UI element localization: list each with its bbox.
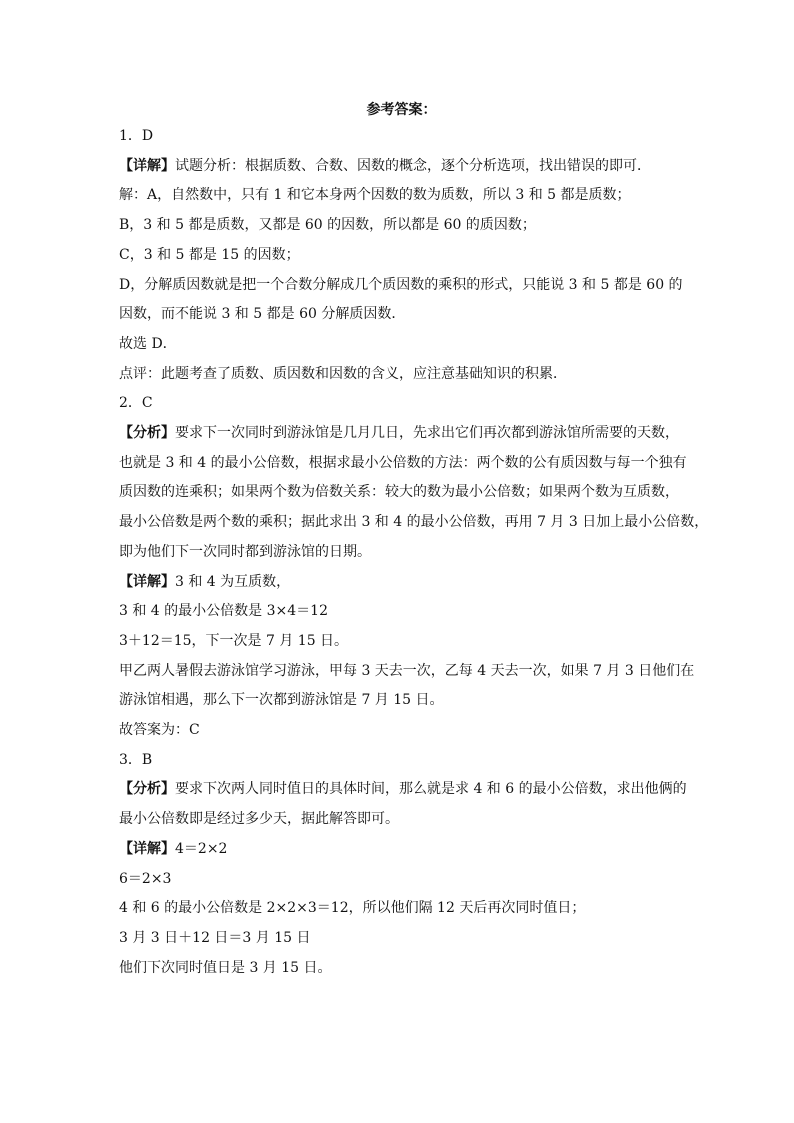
q1-choice: 故选 D． <box>119 335 177 352</box>
q2-step1: 3 和 4 的最小公倍数是 3×4＝12 <box>119 603 328 620</box>
q2-detail-text: 3 和 4 为互质数， <box>175 573 291 590</box>
q1-number: 1．D <box>119 128 154 144</box>
q3-step4: 他们下次同时值日是 3 月 15 日。 <box>119 959 332 976</box>
q2-analysis-line4: 最小公倍数是两个数的乘积；据此求出 3 和 4 的最小公倍数，再用 7 月 3 日加上最小公倍数， <box>119 514 709 531</box>
q2-analysis-line5: 即为他们下一次同时都到游泳馆的日期。 <box>119 543 371 560</box>
q1-comment: 点评：此题考查了质数、质因数和因数的含义，应注意基础知识的积累． <box>119 365 567 382</box>
q2-answer: 故答案为：C <box>119 722 200 739</box>
q3-analysis-text: 要求下次两人同时值日的具体时间，那么就是求 4 和 6 的最小公倍数，求出他俩的 <box>175 781 687 798</box>
q3-step3: 3 月 3 日＋12 日＝3 月 15 日 <box>119 929 311 946</box>
q1-option-c: C，3 和 5 都是 15 的因数； <box>119 246 300 263</box>
q2-analysis-line1 <box>119 419 684 449</box>
detail-tag: 【详解】 <box>119 157 175 174</box>
q2-step4: 游泳馆相遇，那么下一次都到游泳馆是 7 月 15 日。 <box>119 692 444 709</box>
q3-analysis-line1 <box>119 775 687 805</box>
q3-step2: 4 和 6 的最小公倍数是 2×2×3＝12，所以他们隔 12 天后再次同时值日； <box>119 900 586 917</box>
q2-number: 2．C <box>119 395 153 412</box>
q3-detail-text: 4＝2×2 <box>175 840 228 857</box>
q3-step1: 6＝2×3 <box>119 870 172 887</box>
q2-analysis-text: 要求下一次同时到游泳馆是几月几日，先求出它们再次都到游泳馆所需要的天数， <box>175 425 679 442</box>
page-title: 参考答案： <box>366 102 437 118</box>
q1-option-d-line1: D，分解质因数就是把一个合数分解成几个质因数的乘积的形式，只能说 3 和 5 都是 60 的 <box>119 276 683 293</box>
detail-tag: 【详解】 <box>119 573 175 590</box>
q2-analysis-line3: 质因数的连乘积；如果两个数为倍数关系：较大的数为最小公倍数；如果两个数为互质数， <box>119 484 679 501</box>
analysis-tag: 【分析】 <box>119 781 175 798</box>
q2-step2: 3＋12＝15，下一次是 7 月 15 日。 <box>119 632 349 649</box>
q2-step3: 甲乙两人暑假去游泳馆学习游泳，甲每 3 天去一次，乙每 4 天去一次，如果 7 月 3 日他们在 <box>119 662 695 679</box>
q3-number: 3．B <box>119 751 153 768</box>
q2-detail <box>119 568 684 598</box>
q3-analysis-line2: 最小公倍数即是经过多少天，据此解答即可。 <box>119 811 399 828</box>
q3-detail <box>119 835 684 865</box>
q1-option-d-line2: 因数，而不能说 3 和 5 都是 60 分解质因数． <box>119 306 406 323</box>
q1-detail-text: 试题分析：根据质数、合数、因数的概念，逐个分析选项，找出错误的即可． <box>175 157 651 174</box>
detail-tag: 【详解】 <box>119 840 175 857</box>
q1-option-b: B，3 和 5 都是质数，又都是 60 的因数，所以都是 60 的质因数； <box>119 217 536 234</box>
q1-option-a: 解：A，自然数中，只有 1 和它本身两个因数的数为质数，所以 3 和 5 都是质数； <box>119 187 631 204</box>
analysis-tag: 【分析】 <box>119 425 175 442</box>
q2-analysis-line2: 也就是 3 和 4 的最小公倍数，根据求最小公倍数的方法：两个数的公有质因数与每一个独有 <box>119 454 687 471</box>
q1-detail <box>119 152 684 182</box>
